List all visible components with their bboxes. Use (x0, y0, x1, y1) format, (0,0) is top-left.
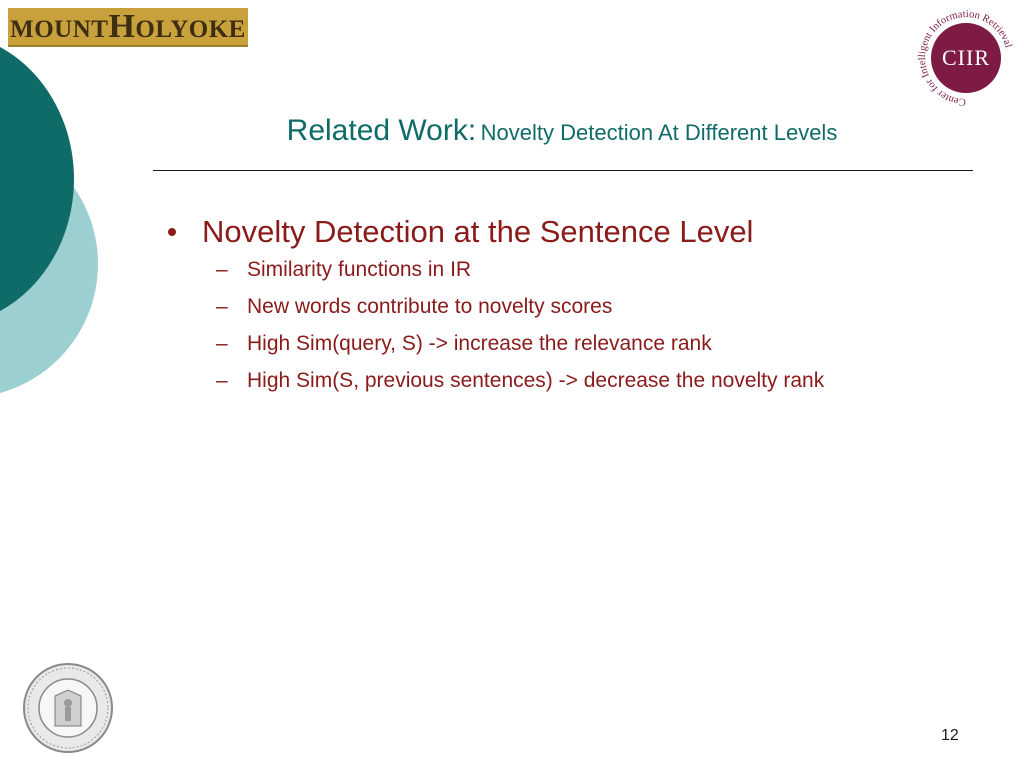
logo-text-h: H (108, 7, 136, 45)
dash-icon: – (216, 369, 228, 392)
ciir-logo (908, 2, 1024, 114)
sub-bullet-text: New words contribute to novelty scores (247, 295, 613, 318)
bullet-text: Novelty Detection at the Sentence Level (202, 214, 754, 249)
logo-text-pre: MOUNT (10, 15, 109, 43)
dash-icon: – (216, 332, 228, 355)
logo-text-post: OLYOKE (135, 15, 246, 43)
sub-bullet-item (216, 288, 824, 325)
sub-bullet-item (216, 362, 824, 399)
sub-bullet-item (216, 251, 824, 288)
bullet-item (163, 213, 824, 251)
ciir-logo-center-text: CIIR (942, 45, 990, 70)
sub-bullet-text: High Sim(query, S) -> increase the relevance rank (247, 332, 712, 355)
ciir-logo-ring-text: Center for Intelligent Information Retrieval (917, 8, 1014, 108)
dash-icon: – (216, 295, 228, 318)
slide-title-sub: Novelty Detection At Different Levels (480, 120, 838, 145)
sub-bullet-text: Similarity functions in IR (247, 258, 472, 281)
title-divider (153, 170, 973, 171)
mount-holyoke-logo-text (10, 8, 246, 46)
slide-title (152, 114, 972, 148)
sub-bullet-text: High Sim(S, previous sentences) -> decrease the novelty rank (247, 369, 825, 392)
slide-content (163, 213, 824, 399)
dash-icon: – (216, 258, 228, 281)
university-seal-icon (22, 662, 114, 754)
bullet-dot-icon (168, 228, 176, 236)
page-number: 12 (941, 727, 959, 744)
slide-title-main: Related Work: (286, 114, 477, 147)
mount-holyoke-logo (8, 8, 248, 47)
sub-bullet-item (216, 325, 824, 362)
